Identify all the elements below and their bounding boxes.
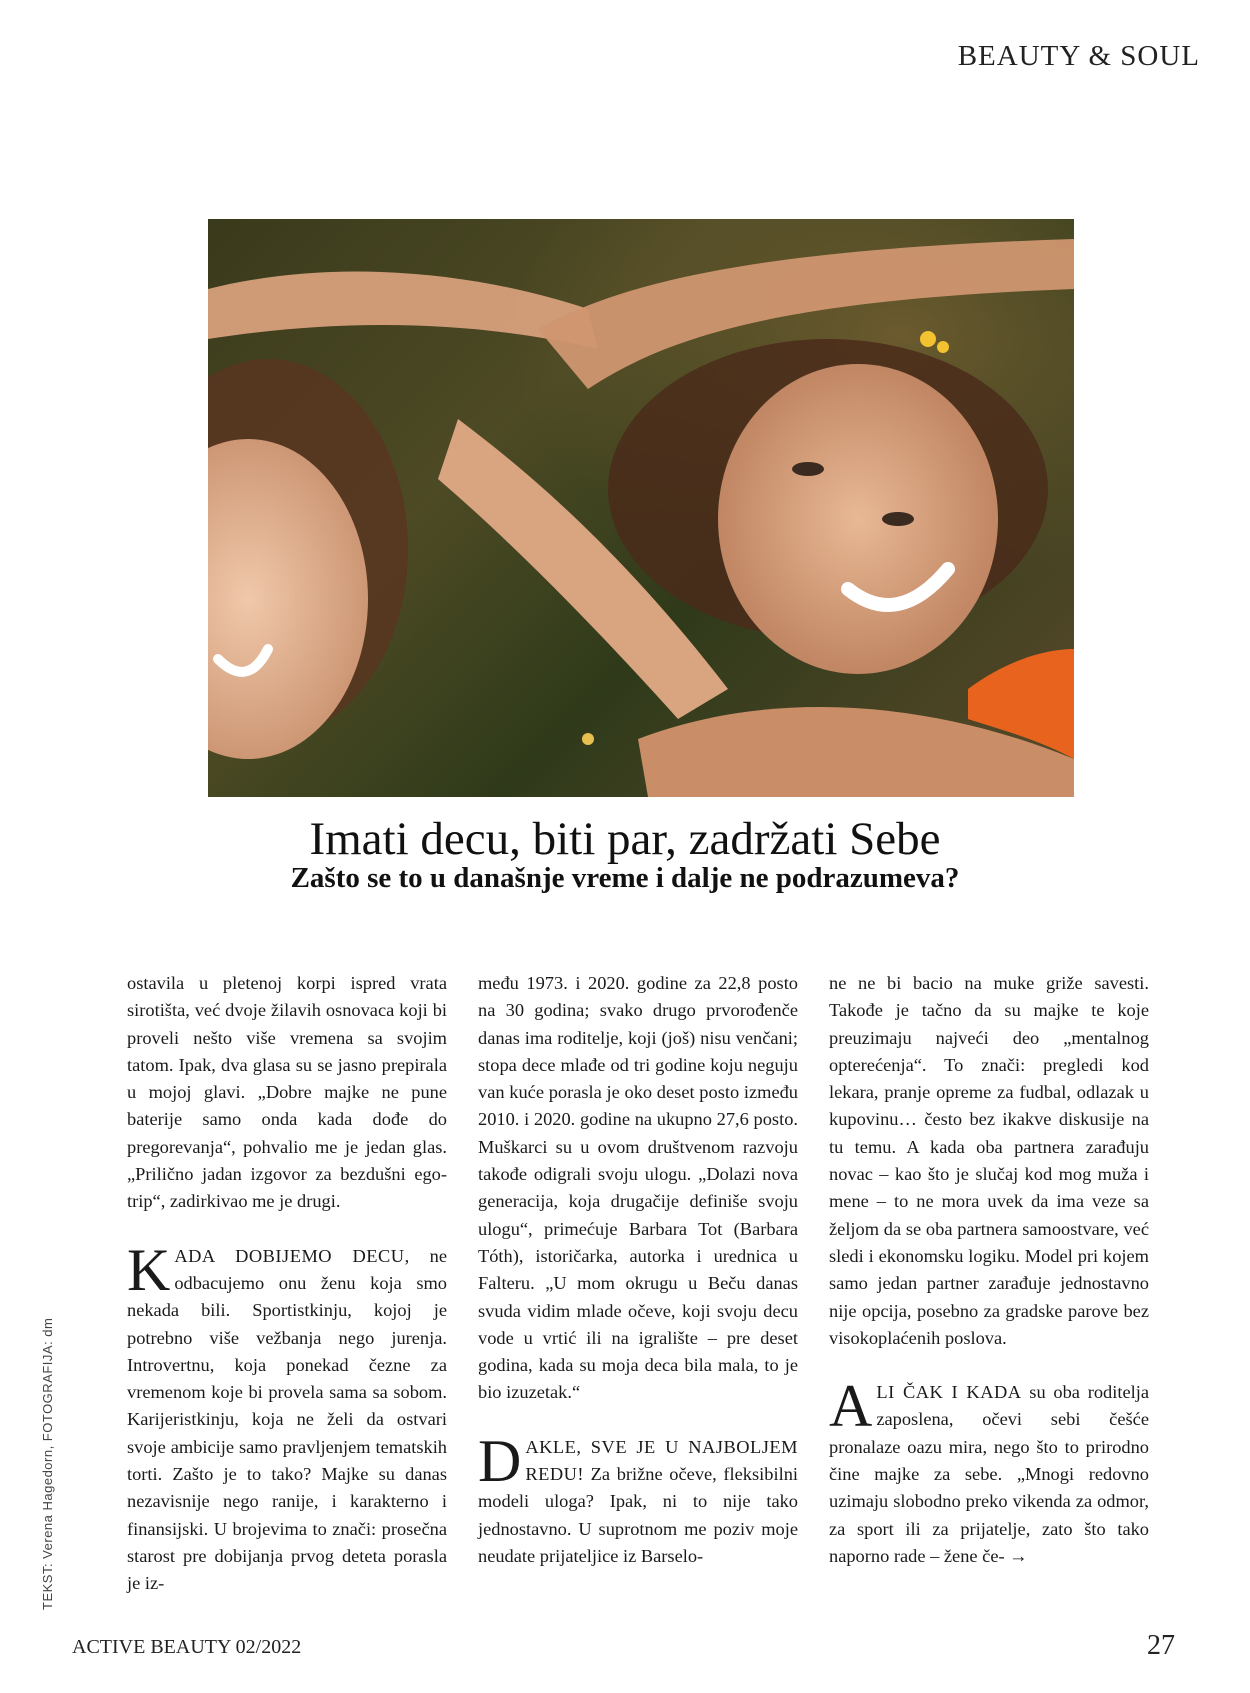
paragraph-text: su oba roditelja zaposlena, očevi sebi češće pronalaze oazu mira, nego što to prirodno čine majke za sebe. „Mnogi redovno uzimaju slobodno preko vikenda za odmor, za sport ili za prijatelje, zato što tako naporno rade – žene če- → xyxy=(829,1382,1149,1566)
lead-in: AKLE, SVE JE U NAJBOLJEM REDU! xyxy=(525,1436,798,1485)
paragraph: među 1973. i 2020. godine za 22,8 posto na 30 godina; svako drugo prvorođenče danas ima roditelje, koji (još) nisu venčani; stopa dece mlađe od tri godine koju neguju van kuće porasla je oko deset posto između 2010. i 2020. godine na ukupno 27,6 posto. Muškarci su u ovom društvenom razvoju takođe odigrali svoju ulogu. „Dolazi nova generacija, koja drugačije definiše svoju ulogu“, primećuje Barbara Tot (Barbara Tóth), istoričarka, autorka i urednica u Falteru. „U mom okrugu u Beču danas svuda vidim mlade očeve, koji svoju decu vode u vrtić ili na igralište – pre deset godina, kada su moja deca bila mala, to je bio izuzetak.“ xyxy=(478,973,798,1403)
magazine-issue: ACTIVE BEAUTY 02/2022 xyxy=(72,1636,302,1658)
text-column-1 xyxy=(127,970,447,1598)
photo-illustration xyxy=(208,219,1074,797)
paragraph xyxy=(478,1427,798,1570)
hero-photo xyxy=(208,219,1074,797)
paragraph-text: ne odbacujemo onu ženu koja smo nekada bili. Sportistkinju, kojoj je potrebno više vežbanja nego jurenja. Introvertnu, koja ponekad čezne za vremenom koje bi provela sama sa sobom. Karijeristkinju, koja ne želi da ostvari svoje ambicije samo pravljenjem tematskih torti. Zašto je to tako? Majke su danas nezavisnije nego ranije, i karakterno i finansijski. U brojevima to znači: prosečna starost pre dobijanja prvog deteta porasla je iz- xyxy=(127,1245,447,1594)
page-number: 27 xyxy=(1147,1630,1175,1661)
lead-in: ADA DOBIJEMO DECU, xyxy=(174,1245,410,1266)
text-column-3 xyxy=(829,970,1149,1570)
article-title: Imati decu, biti par, zadržati Sebe xyxy=(309,813,941,865)
paragraph xyxy=(127,1236,447,1598)
article-subtitle: Zašto se to u današnje vreme i dalje ne podrazumeva? xyxy=(290,862,960,894)
paragraph: ne ne bi bacio na muke griže savesti. Takođe je tačno da su majke te koje preuzimaju najveći deo „mentalnog opterećenja“. To znači: pregledi kod lekara, pranje opreme za fudbal, odlazak u kupovinu… često bez ikakve diskusije na tu temu. A kada oba partnera zarađuju novac – kao što je slučaj kod mog muža i mene – to ne mora uvek da ima veze sa željom da se oba partnera samoostvare, već sledi i ekonomsku logiku. Model pri kojem samo jedan partner zarađuje jednostavno nije opcija, posebno za gradske parove bez visokoplaćenih poslova. xyxy=(829,973,1149,1348)
drop-cap: D xyxy=(478,1427,522,1494)
paragraph: ostavila u pletenoj korpi ispred vrata sirotišta, već dvoje žilavih osnovaca koji bi proveli nešto više vremena sa svojim tatom. Ipak, dva glasa su se jasno prepirala u mojoj glavi. „Dobre majke ne pune baterije samo onda kada dođe do pregorevanja“, pohvalio me je jedan glas. „Prilično jadan izgovor za bezdušni ego-trip“, zadirkivao me je drugi. xyxy=(127,973,447,1212)
lead-in: LI ČAK I KADA xyxy=(876,1382,1022,1403)
text-column-2 xyxy=(478,970,798,1570)
photo-credit: TEKST: Verena Hagedorn, FOTOGRAFIJA: dm xyxy=(40,1317,55,1610)
drop-cap: A xyxy=(829,1373,873,1440)
paragraph-text: Za brižne očeve, fleksibilni modeli uloga? Ipak, ni to nije tako jednostavno. U suprotnom me poziv moje neudate prijateljice iz Barselo- xyxy=(478,1464,798,1566)
drop-cap: K xyxy=(127,1236,171,1303)
paragraph xyxy=(829,1373,1149,1570)
section-label: BEAUTY & SOUL xyxy=(957,40,1200,72)
